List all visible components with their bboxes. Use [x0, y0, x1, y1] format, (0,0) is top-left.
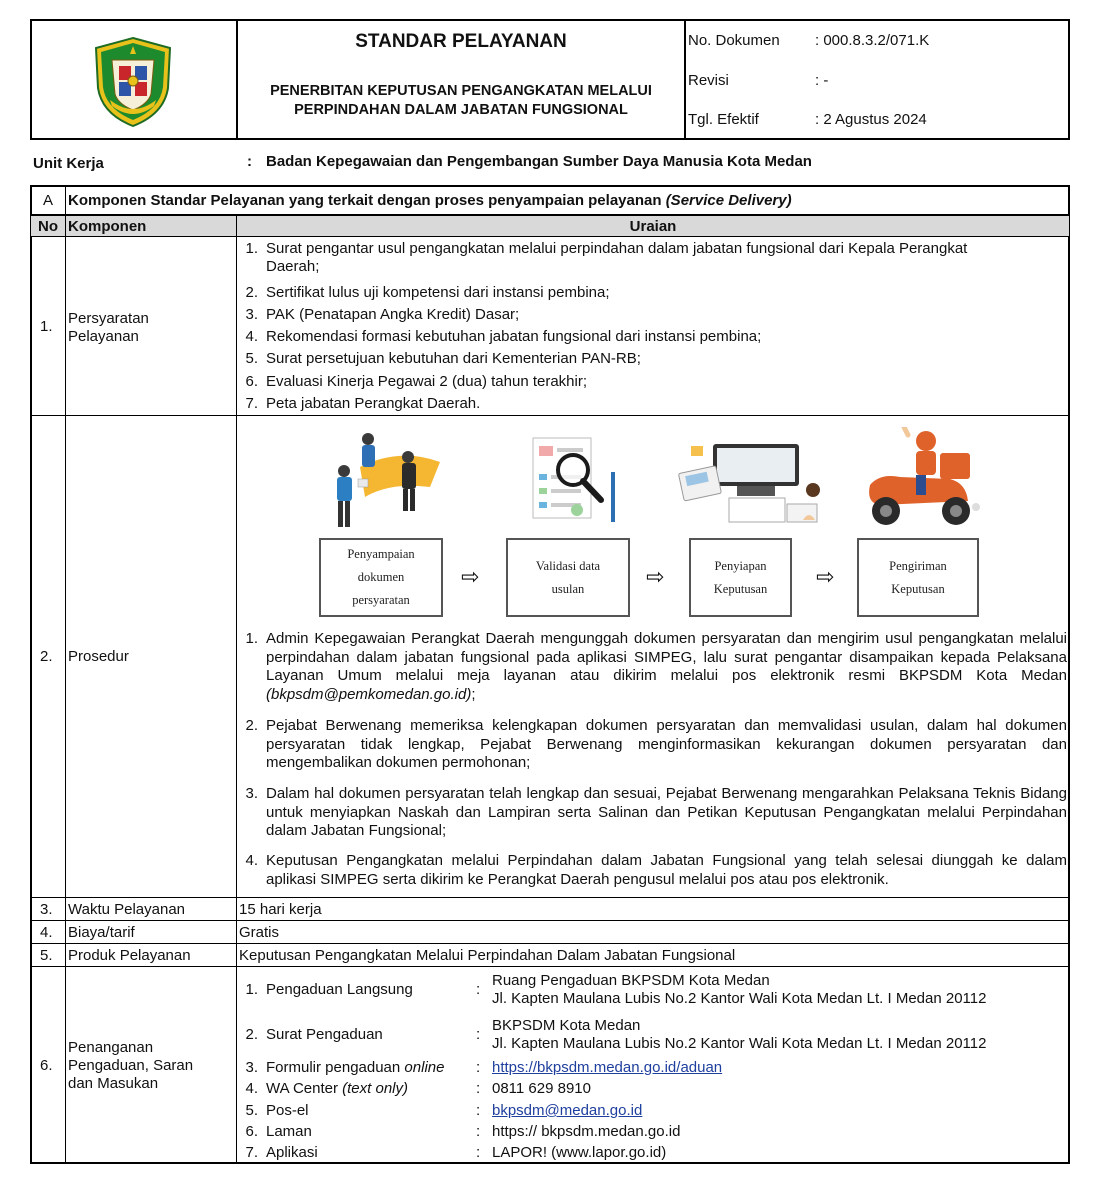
delivery-scooter-illustration [860, 427, 984, 531]
section-letter: A [42, 192, 53, 209]
flow-arrow-icon: ⇨ [816, 565, 835, 590]
channel-name: Surat Pengaduan [266, 1026, 383, 1043]
list-item: Pejabat Berwenang memeriksa kelengkapan dokumen persyaratan dan memvalidasi usulan, dalam hal dokumen persyaratan tidak lengkap, Pejabat Berwenang menginformasikan kekurangan dokumen persyaratan dan mengembalikan dokumen permohonan; [266, 717, 1067, 771]
channel-value: Jl. Kapten Maulana Lubis No.2 Kantor Wali Kota Medan Lt. I Medan 20112 [492, 990, 987, 1007]
row-pengaduan-label-line1: Penanganan [68, 1039, 154, 1056]
list-item-number: 2. [245, 1026, 258, 1043]
channel-name: Pengaduan Langsung [266, 981, 413, 998]
complaint-form-link[interactable]: https://bkpsdm.medan.go.id/aduan [492, 1059, 723, 1076]
list-item-number: 1. [245, 981, 258, 998]
page-subtitle-line2: PERPINDAHAN DALAM JABATAN FUNGSIONAL [294, 102, 628, 118]
list-item-number: 3. [245, 1059, 258, 1076]
flow-arrow-icon: ⇨ [461, 565, 480, 590]
list-item: Rekomendasi formasi kebutuhan jabatan fungsional dari instansi pembina; [266, 328, 762, 345]
col-header-komponen: Komponen [68, 218, 147, 235]
office-service-illustration [330, 427, 450, 532]
list-item: Peta jabatan Perangkat Daerah. [266, 395, 481, 412]
doc-number-value: : 000.8.3.2/071.K [815, 32, 930, 49]
revision-value: : - [815, 72, 829, 89]
channel-value: Jl. Kapten Maulana Lubis No.2 Kantor Wali Kota Medan Lt. I Medan 20112 [492, 1035, 987, 1052]
row-produk-value: Keputusan Pengangkatan Melalui Perpindahan Dalam Jabatan Fungsional [239, 947, 736, 964]
unit-value: Badan Kepegawaian dan Pengembangan Sumber Daya Manusia Kota Medan [266, 153, 812, 170]
flow-step-penyiapan: Penyiapan Keputusan [689, 538, 792, 617]
row-biaya-value: Gratis [239, 924, 280, 941]
revision-label: Revisi [688, 72, 729, 89]
row-produk-no: 5. [40, 947, 53, 964]
col-header-uraian: Uraian [629, 218, 677, 235]
list-item-number: 6. [245, 1123, 258, 1140]
list-item: Keputusan Pengangkatan melalui Perpindahan dalam Jabatan Fungsional yang telah selesai diunggah ke dalam aplikasi SIMPEG serta dikirim ke Perangkat Daerah pengusul melalui pos atau pos elektronik. [266, 852, 1067, 888]
row-persyaratan-label-line1: Persyaratan [68, 310, 149, 327]
channel-name: Pos-el [266, 1102, 309, 1119]
list-item-number: 1. [245, 630, 258, 647]
list-item: Admin Kepegawaian Perangkat Daerah mengunggah dokumen persyaratan dan mengirim usul pengangkatan melalui perpindahan dalam jabatan fungsional pada aplikasi SIMPEG, lalu surat pengantar disampaikan kepada Pelaksana Layanan Umum melalui meja layanan atau dikirim melalui pos elektronik resmi BKPSDM Kota Medan (bkpsdm@pemkomedan.go.id); [266, 630, 1067, 703]
document-search-illustration [527, 434, 619, 532]
page-title: STANDAR PELAYANAN [355, 31, 567, 52]
list-item-number: 1. [245, 240, 258, 257]
list-item-number: 2. [245, 717, 258, 734]
row-biaya-no: 4. [40, 924, 53, 941]
list-item-number: 4. [245, 1080, 258, 1097]
unit-colon: : [247, 153, 252, 170]
channel-value: LAPOR! (www.lapor.go.id) [492, 1144, 667, 1161]
row-pengaduan-label-line3: dan Masukan [68, 1075, 159, 1092]
channel-colon: : [476, 1102, 481, 1119]
row-prosedur-no: 2. [40, 648, 53, 665]
col-header-no: No [38, 218, 58, 235]
row-biaya-label: Biaya/tarif [68, 924, 135, 941]
list-item-number: 4. [245, 328, 258, 345]
channel-value: Ruang Pengaduan BKPSDM Kota Medan [492, 972, 770, 989]
section-title: Komponen Standar Pelayanan yang terkait dengan proses penyampaian pelayanan (Service Delivery) [68, 192, 792, 209]
channel-colon: : [476, 1144, 481, 1161]
list-item-number: 7. [245, 395, 258, 412]
list-item-number: 7. [245, 1144, 258, 1161]
channel-name: Laman [266, 1123, 312, 1140]
row-produk-label: Produk Pelayanan [68, 947, 191, 964]
flow-step-validasi: Validasi data usulan [506, 538, 630, 617]
page-subtitle-line1: PENERBITAN KEPUTUSAN PENGANGKATAN MELALUI [270, 83, 652, 99]
row-persyaratan-label-line2: Pelayanan [68, 328, 139, 345]
channel-colon: : [476, 1123, 481, 1140]
channel-name: Aplikasi [266, 1144, 318, 1161]
list-item-number: 3. [245, 785, 258, 802]
row-prosedur-label: Prosedur [68, 648, 129, 665]
channel-colon: : [476, 981, 481, 998]
list-item-number: 4. [245, 852, 258, 869]
row-persyaratan-no: 1. [40, 318, 53, 335]
list-item: PAK (Penatapan Angka Kredit) Dasar; [266, 306, 520, 323]
unit-label: Unit Kerja [33, 155, 104, 172]
effective-date-value: : 2 Agustus 2024 [815, 111, 927, 128]
flow-arrow-icon: ⇨ [646, 565, 665, 590]
channel-value: BKPSDM Kota Medan [492, 1017, 641, 1034]
list-item-number: 3. [245, 306, 258, 323]
list-item: Surat pengantar usul pengangkatan melalui perpindahan dalam jabatan fungsional dari Kepala Perangkat [266, 240, 968, 257]
channel-colon: : [476, 1026, 481, 1043]
row-pengaduan-label-line2: Pengaduan, Saran [68, 1057, 194, 1074]
channel-value: https:// bkpsdm.medan.go.id [492, 1123, 681, 1140]
doc-number-label: No. Dokumen [688, 32, 780, 49]
list-item-number: 5. [245, 1102, 258, 1119]
list-item: Dalam hal dokumen persyaratan telah lengkap dan sesuai, Pejabat Berwenang mengarahkan Pelaksana Teknis Bidang untuk menyiapkan Naskah dan Lampiran serta Salinan dan Petikan Keputusan Pengangkatan melalui Perpindahan dalam Jabatan Fungsional; [266, 785, 1067, 839]
flow-step-penyampaian: Penyampaian dokumen persyaratan [319, 538, 443, 617]
list-item: Sertifikat lulus uji kompetensi dari instansi pembina; [266, 284, 610, 301]
channel-value: 0811 629 8910 [492, 1080, 591, 1097]
channel-name: WA Center (text only) [266, 1080, 408, 1097]
row-waktu-no: 3. [40, 901, 53, 918]
flow-step-pengiriman: Pengiriman Keputusan [857, 538, 979, 617]
list-item-number: 2. [245, 284, 258, 301]
email-link[interactable]: bkpsdm@medan.go.id [492, 1102, 643, 1119]
list-item: Evaluasi Kinerja Pegawai 2 (dua) tahun terakhir; [266, 373, 588, 390]
list-item-number: 6. [245, 373, 258, 390]
list-item: Surat persetujuan kebutuhan dari Kementerian PAN-RB; [266, 350, 641, 367]
city-emblem-logo [90, 36, 176, 128]
channel-colon: : [476, 1080, 481, 1097]
row-waktu-value: 15 hari kerja [239, 901, 322, 918]
row-pengaduan-no: 6. [40, 1057, 53, 1074]
channel-name: Formulir pengaduan online [266, 1059, 445, 1076]
row-waktu-label: Waktu Pelayanan [68, 901, 186, 918]
channel-colon: : [476, 1059, 481, 1076]
list-item-continuation: Daerah; [266, 258, 320, 275]
computer-workspace-illustration [677, 440, 827, 528]
list-item-number: 5. [245, 350, 258, 367]
effective-date-label: Tgl. Efektif [688, 111, 759, 128]
